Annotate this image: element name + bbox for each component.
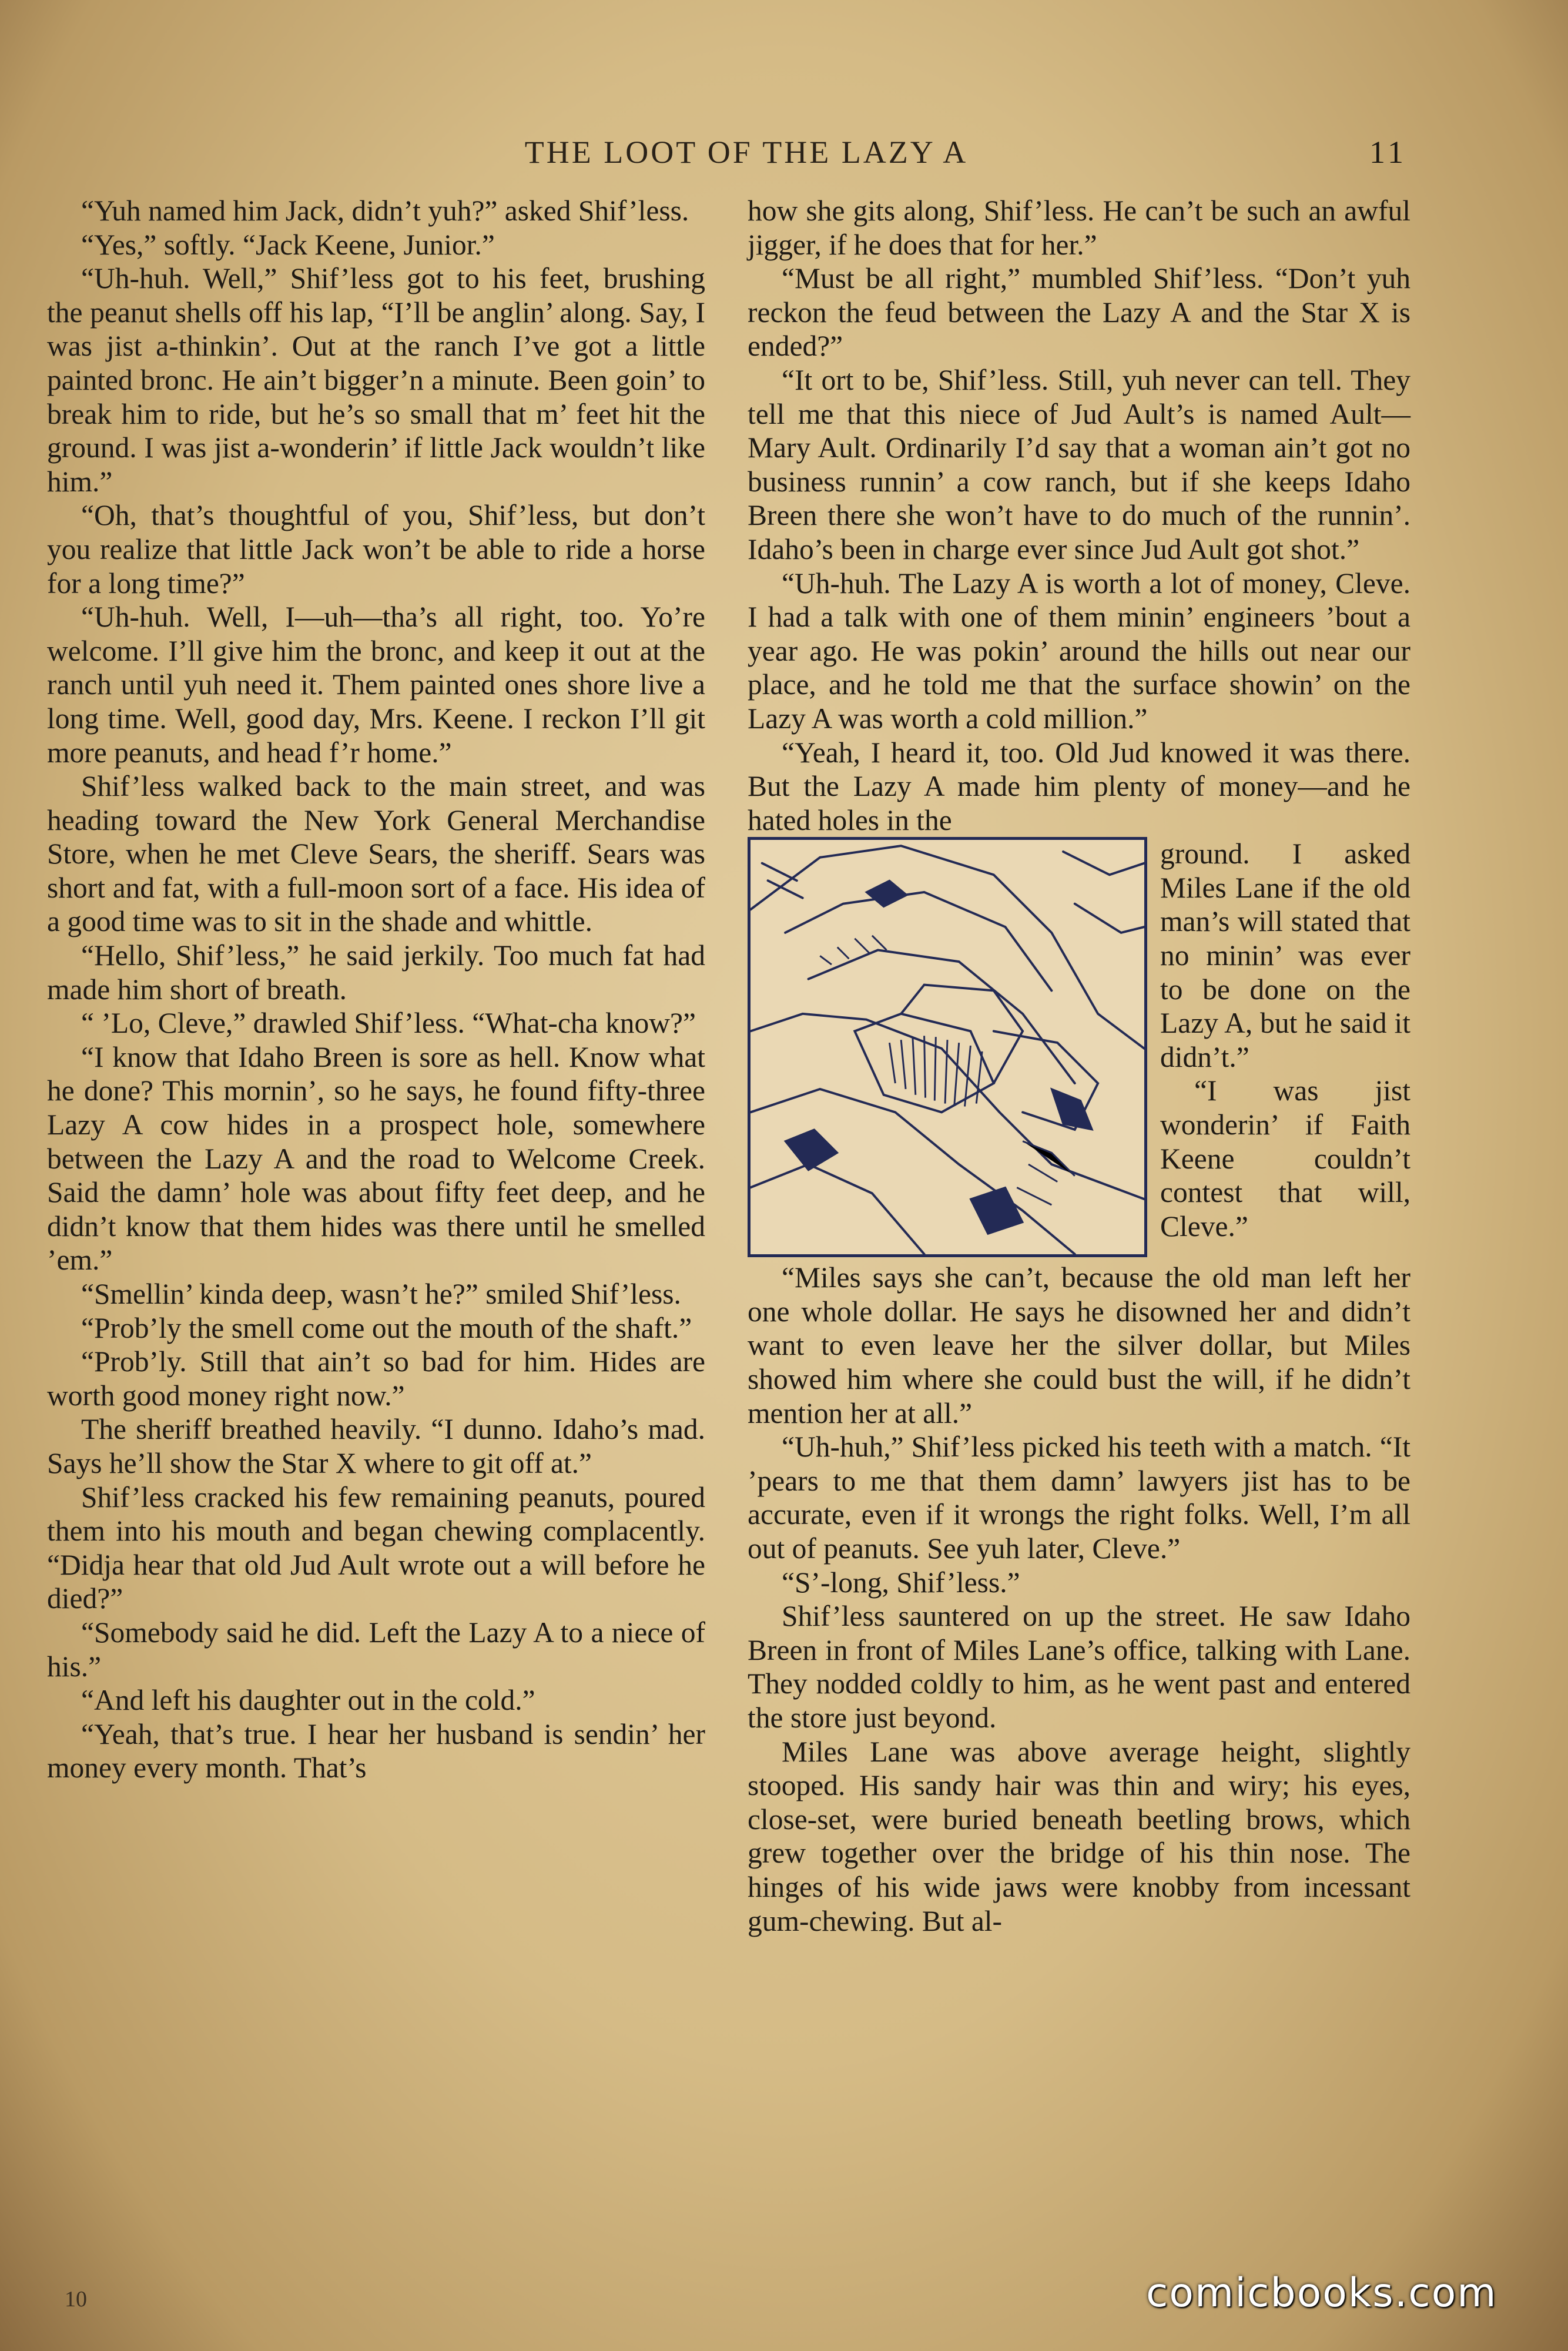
paragraph: “Prob’ly. Still that ain’t so bad for him. Hides are worth good money right now.” [47,1345,705,1412]
paragraph: “Prob’ly the smell come out the mouth of the shaft.” [81,1311,692,1344]
page-number: 11 [1369,135,1407,170]
paragraph: “ ’Lo, Cleve,” drawled Shif’less. “What-cha know?” [81,1007,696,1040]
paragraph: “Miles says she can’t, because the old man left her one whole dollar. He says he disowned her and didn’t want to even leave her the silver dollar, but Miles showed him where she could bust the will, if he didn’t mention her at all.” [748,1261,1410,1429]
paragraph: “Uh-huh,” Shif’less picked his teeth with a match. “It ’pears to me that them damn’ lawyers jist has to be accurate, even if it wrongs the right folks. Well, I’m all out of peanuts. See yuh later, Cleve.” [748,1431,1410,1565]
paragraph: “Oh, that’s thoughtful of you, Shif’less, but don’t you realize that little Jack won’t be able to ride a horse for a long time?” [47,499,705,600]
paragraph: “Hello, Shif’less,” he said jerkily. Too much fat had made him short of breath. [47,939,705,1006]
running-header: THE LOOT OF THE LAZY A [524,135,969,170]
rocky-hillside-illustration [748,837,1147,1257]
paragraph: “Uh-huh. The Lazy A is worth a lot of money, Cleve. I had a talk with one of them minin’ engineers ’bout a year ago. He was pokin’ around the hills out near our place, and he told me that the surface showin’ on the Lazy A was worth a cold million.” [748,567,1410,735]
paragraph: The sheriff breathed heavily. “I dunno. Idaho’s mad. Says he’ll show the Star X where to git off at.” [47,1413,705,1479]
paragraph: Shif’less walked back to the main street, and was heading toward the New York General Merchandise Store, when he met Cleve Sears, the sheriff. Sears was short and fat, with a full-moon sort of a face. His idea of a good time was to sit in the shade and whittle. [47,770,705,938]
paragraph: “S’-long, Shif’less.” [782,1566,1020,1599]
paragraph: Shif’less sauntered on up the street. He saw Idaho Breen in front of Miles Lane’s office, talking with Lane. They nodded coldly to him, as he went past and entered the store just beyond. [748,1600,1410,1734]
paragraph: how she gits along, Shif’less. He can’t be such an awful jigger, if he does that for her.” [748,195,1410,261]
paragraph: “Uh-huh. Well,” Shif’less got to his feet, brushing the peanut shells off his lap, “I’ll be anglin’ along. Say, I was jist a-thinkin’. Out at the ranch I’ve got a little painted bronc. He ain’t bigger’n a minute. Been goin’ to break him to ride, but he’s so small that m’ feet hit the ground. I was jist a-wonderin’ if little Jack wouldn’t like him.” [47,262,705,498]
paragraph: Shif’less cracked his few remaining peanuts, poured them into his mouth and began chewing complacently. “Didja hear that old Jud Ault wrote out a will before he died?” [47,1481,705,1615]
paragraph: “Uh-huh. Well, I—uh—tha’s all right, too. Yo’re welcome. I’ll give him the bronc, and keep it out at the ranch until yuh need it. Them painted ones shore live a long time. Well, good day, Mrs. Keene. I reckon I’ll git more peanuts, and head f’r home.” [47,601,705,769]
paragraph: ground. I asked Miles Lane if the old man’s will stated that no minin’ was ever to be done on the Lazy A, but he said it didn’t.” [1160,838,1410,1073]
paragraph: “Yuh named him Jack, didn’t yuh?” asked Shif’less. [81,195,689,227]
left-text-column [47,194,705,1785]
illustration-frame [748,837,1147,1257]
paragraph: “It ort to be, Shif’less. Still, yuh never can tell. They tell me that this niece of Jud Ault’s is named Ault—Mary Ault. Ordinarily I’d say that a woman ain’t got no business runnin’ a cow ranch, but if she keeps Idaho Breen there she won’t have to do much of the runnin’. Idaho’s been in charge ever since Jud Ault got shot.” [748,363,1410,565]
paragraph: “Yes,” softly. “Jack Keene, Junior.” [81,228,495,261]
folio-number: 10 [65,2287,87,2312]
paragraph: “Yeah, I heard it, too. Old Jud knowed it was there. But the Lazy A made him plenty of money—and he hated holes in the [748,736,1410,836]
right-column-bottom-text [748,1261,1410,1938]
paragraph: Miles Lane was above average height, slightly stooped. His sandy hair was thin and wiry; his eyes, close-set, were buried beneath beetling brows, which grew together over the bridge of his thin nose. The hinges of his wide jaws were knobby from incessant gum-chewing. But al- [748,1735,1410,1937]
watermark-text: comicbooks.com [1146,2270,1497,2316]
paragraph: “Somebody said he did. Left the Lazy A to a niece of his.” [47,1616,705,1683]
paragraph: “Yeah, that’s true. I hear her husband is sendin’ her money every month. That’s [47,1717,705,1784]
paragraph: “Must be all right,” mumbled Shif’less. “Don’t yuh reckon the feud between the Lazy A and the Star X is ended?” [748,262,1410,363]
paragraph: “And left his daughter out in the cold.” [81,1684,535,1717]
right-text-column [748,194,1410,1938]
paragraph: “I know that Idaho Breen is sore as hell. Know what he done? This mornin’, so he says, he found fifty-three Lazy A cow hides in a prospect hole, somewhere between the Lazy A and the road to Welcome Creek. Said the damn’ hole was about fifty feet deep, and he didn’t know that them hides was there until he smelled ’em.” [47,1040,705,1277]
paragraph: “I was jist wonderin’ if Faith Keene couldn’t contest that will, Cleve.” [1160,1074,1410,1243]
right-column-top-text [748,194,1410,837]
paragraph: “Smellin’ kinda deep, wasn’t he?” smiled Shif’less. [81,1278,681,1310]
